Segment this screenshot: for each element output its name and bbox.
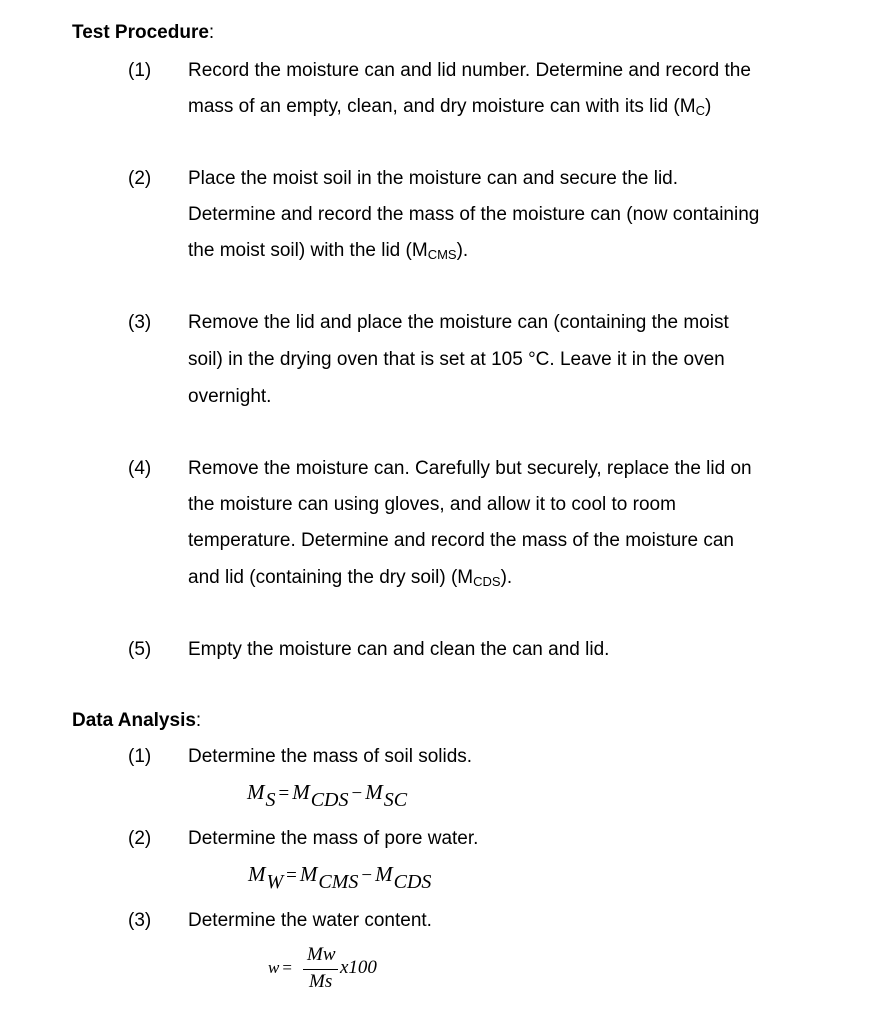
step-number: (1) (128, 60, 152, 81)
test-procedure-heading: Test Procedure: (72, 22, 215, 43)
eq-denominator: Ms (309, 971, 333, 992)
step-text-line: Determine the mass of pore water. (188, 828, 479, 849)
step-text-line: Remove the lid and place the moisture can (containing the moist (188, 312, 729, 333)
step-text-line: temperature. Determine and record the mass of the moisture can (188, 530, 734, 551)
step-number: (5) (128, 639, 152, 660)
step-number: (1) (128, 746, 152, 767)
step-number: (2) (128, 168, 152, 189)
step-text-line: Determine and record the mass of the moisture can (now containing (188, 204, 760, 225)
step-text-line: Determine the water content. (188, 910, 432, 931)
step-number: (2) (128, 828, 152, 849)
step-text-line: the moisture can using gloves, and allow it to cool to room (188, 494, 676, 515)
step-text-line: Place the moist soil in the moisture can and secure the lid. (188, 168, 679, 189)
eq-factor: x100 (340, 957, 377, 978)
step-number: (3) (128, 910, 152, 931)
eq-lhs: w = (268, 958, 292, 977)
step-text-line: soil) in the drying oven that is set at 105 °C. Leave it in the oven (188, 349, 725, 370)
data-analysis-heading: Data Analysis: (72, 710, 202, 731)
equation-mass-water: MW = MCMS − MCDS (248, 862, 432, 893)
step-text-line: Remove the moisture can. Carefully but securely, replace the lid on (188, 458, 752, 479)
equation-mass-solids: MS = MCDS − MSC (247, 780, 408, 811)
step-text-line: Determine the mass of soil solids. (188, 746, 473, 767)
step-text-line: the moist soil) with the lid $(M_{CMS})$. (188, 240, 469, 262)
step-number: (4) (128, 458, 152, 479)
step-text-line: Record the moisture can and lid number. Determine and record the (188, 60, 751, 81)
step-text-line: Empty the moisture can and clean the can and lid. (188, 639, 610, 660)
step-text-line: mass of an empty, clean, and dry moisture can with its lid $(M_C)$ (188, 96, 712, 118)
eq-numerator: Mw (307, 944, 336, 965)
step-number: (3) (128, 312, 152, 333)
step-text-line: and lid (containing the dry soil) $(M_{CDS})$. (188, 567, 513, 589)
step-text-line: overnight. (188, 386, 272, 407)
